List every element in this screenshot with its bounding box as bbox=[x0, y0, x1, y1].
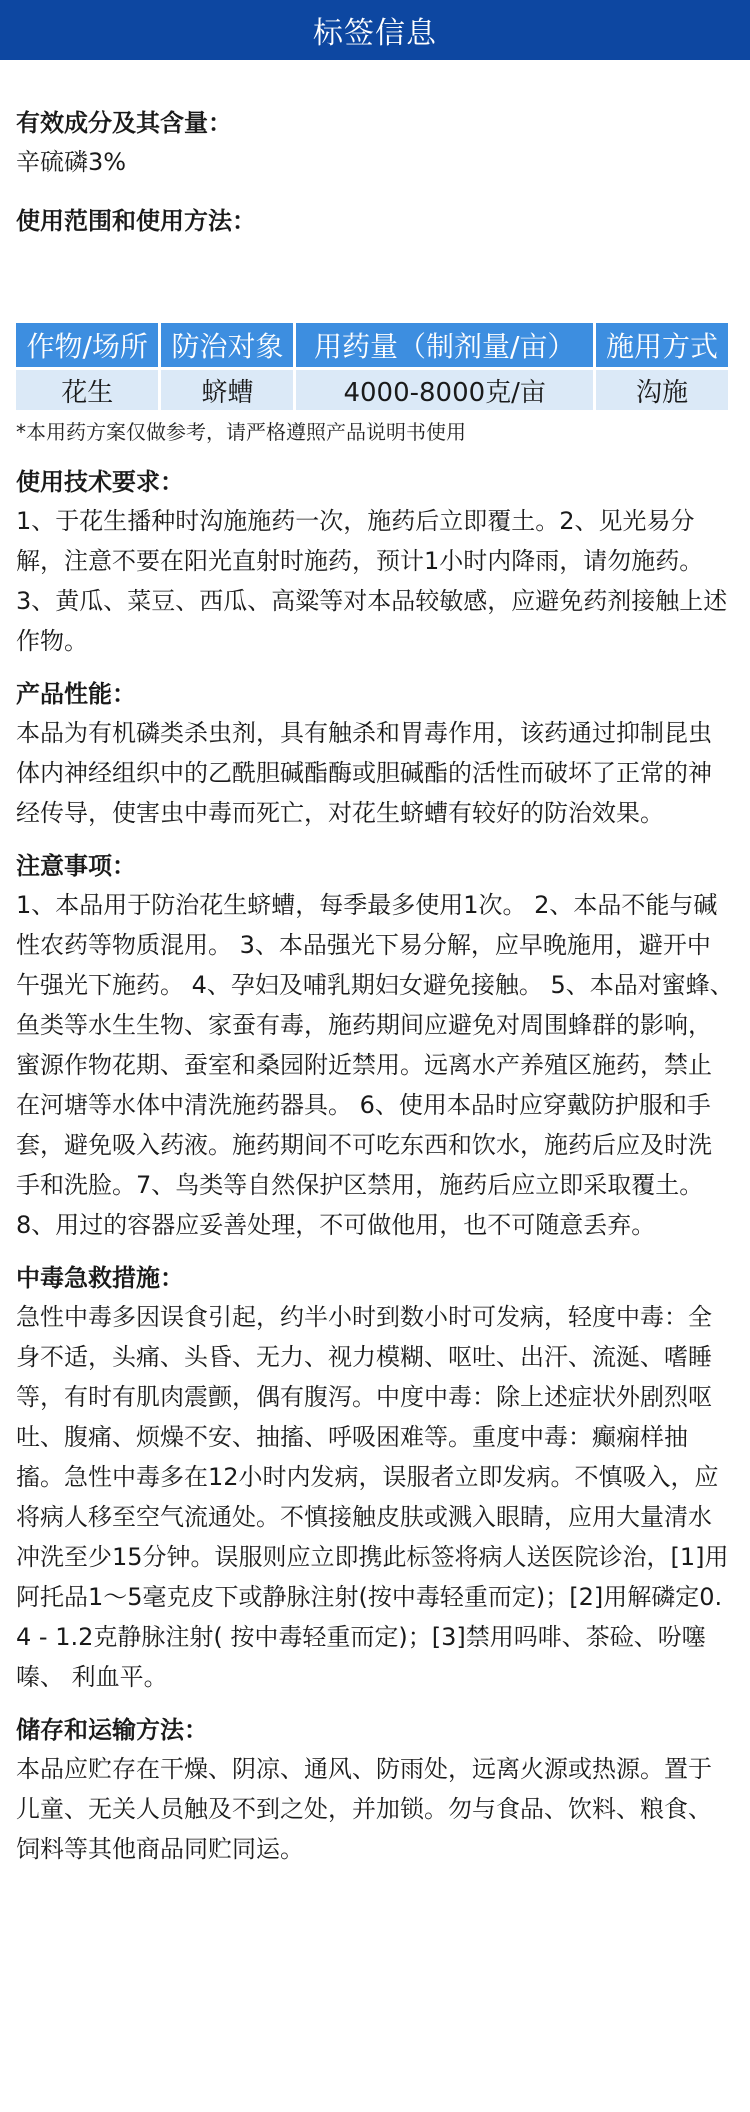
table-cell-target: 蛴螬 bbox=[161, 370, 293, 410]
section-title-storage: 储存和运输方法： bbox=[16, 1716, 208, 1744]
section-body-tech: 1、于花生播种时沟施施药一次，施药后立即覆土。2、见光易分解，注意不要在阳光直射时施药，预计1小时内降雨，请勿施药。3、黄瓜、菜豆、西瓜、高粱等对本品较敏感，应避免药剂接触上述作物。 bbox=[16, 507, 728, 655]
page-title: 标签信息 bbox=[313, 16, 437, 51]
section-body-storage: 本品应贮存在干燥、阴凉、通风、防雨处，远离火源或热源。置于儿童、无关人员触及不到之处，并加锁。勿与食品、饮料、粮食、饲料等其他商品同贮同运。 bbox=[16, 1755, 712, 1863]
section-body-caution: 1、本品用于防治花生蛴螬，每季最多使用1次。 2、本品不能与碱性农药等物质混用。 3、本品强光下易分解，应早晚施用，避开中午强光下施药。 4、孕妇及哺乳期妇女避免接触。 5、本品对蜜蜂、鱼类等水生生物、家蚕有毒，施药期间应避免对周围蜂群的影响，蜜源作物花期、蚕室和桑园附近禁用。远离水产养殖区施药，禁止在河塘等水体中清洗施药器具。 6、使用本品时应穿戴防护服和手套，避免吸入药液。施药期间不可吃东西和饮水，施药后应及时洗手和洗脸。7、鸟类等自然保护区禁用，施药后应立即采取覆土。8、用过的容器应妥善处理，不可做他用，也不可随意丢弃。 bbox=[16, 891, 734, 1239]
section-body-firstaid: 急性中毒多因误食引起，约半小时到数小时可发病，轻度中毒：全身不适，头痛、头昏、无力、视力模糊、呕吐、出汗、流涎、嗜睡等，有时有肌肉震颤，偶有腹泻。中度中毒：除上述症状外剧烈呕吐、腹痛、烦燥不安、抽搐、呼吸困难等。重度中毒：癫痫样抽搐。急性中毒多在12小时内发病，误服者立即发病。不慎吸入，应将病人移至空气流通处。不慎接触皮肤或溅入眼睛，应用大量清水冲洗至少15分钟。误服则应立即携此标签将病人送医院诊治，[1]用阿托品1～5毫克皮下或静脉注射(按中毒轻重而定)；[2]用解磷定0.4 - 1.2克静脉注射( 按中毒轻重而定)；[3]禁用吗啡、茶硷、吩噻嗪、 利血平。 bbox=[16, 1303, 729, 1691]
dosage-table bbox=[13, 320, 731, 413]
table-note: *本用药方案仅做参考，请严格遵照产品说明书使用 bbox=[16, 420, 466, 444]
section-title-tech: 使用技术要求： bbox=[16, 468, 184, 496]
section-title-usage: 使用范围和使用方法： bbox=[16, 207, 256, 235]
label-content bbox=[0, 60, 750, 1869]
section-usage bbox=[16, 202, 734, 240]
section-ingredient bbox=[16, 104, 734, 182]
section-storage bbox=[16, 1711, 734, 1869]
section-title-firstaid: 中毒急救措施： bbox=[16, 1264, 184, 1292]
table-row bbox=[16, 370, 728, 410]
section-body-ingredient: 辛硫磷3% bbox=[16, 148, 127, 176]
table-header-crop: 作物/场所 bbox=[16, 323, 158, 367]
page-header bbox=[0, 0, 750, 60]
section-tech bbox=[16, 463, 734, 661]
section-title-performance: 产品性能： bbox=[16, 680, 136, 708]
table-header-dosage: 用药量（制剂量/亩） bbox=[296, 323, 592, 367]
section-firstaid bbox=[16, 1259, 734, 1697]
table-cell-dosage: 4000-8000克/亩 bbox=[296, 370, 592, 410]
table-header-row bbox=[16, 323, 728, 367]
section-title-caution: 注意事项： bbox=[16, 852, 136, 880]
table-cell-crop: 花生 bbox=[16, 370, 158, 410]
table-cell-method: 沟施 bbox=[596, 370, 728, 410]
section-body-performance: 本品为有机磷类杀虫剂，具有触杀和胃毒作用，该药通过抑制昆虫体内神经组织中的乙酰胆碱酯酶或胆碱酯的活性而破坏了正常的神经传导，使害虫中毒而死亡，对花生蛴螬有较好的防治效果。 bbox=[16, 719, 712, 827]
section-performance bbox=[16, 675, 734, 833]
section-title-ingredient: 有效成分及其含量： bbox=[16, 109, 232, 137]
table-header-target: 防治对象 bbox=[161, 323, 293, 367]
table-header-method: 施用方式 bbox=[596, 323, 728, 367]
section-caution bbox=[16, 847, 734, 1245]
